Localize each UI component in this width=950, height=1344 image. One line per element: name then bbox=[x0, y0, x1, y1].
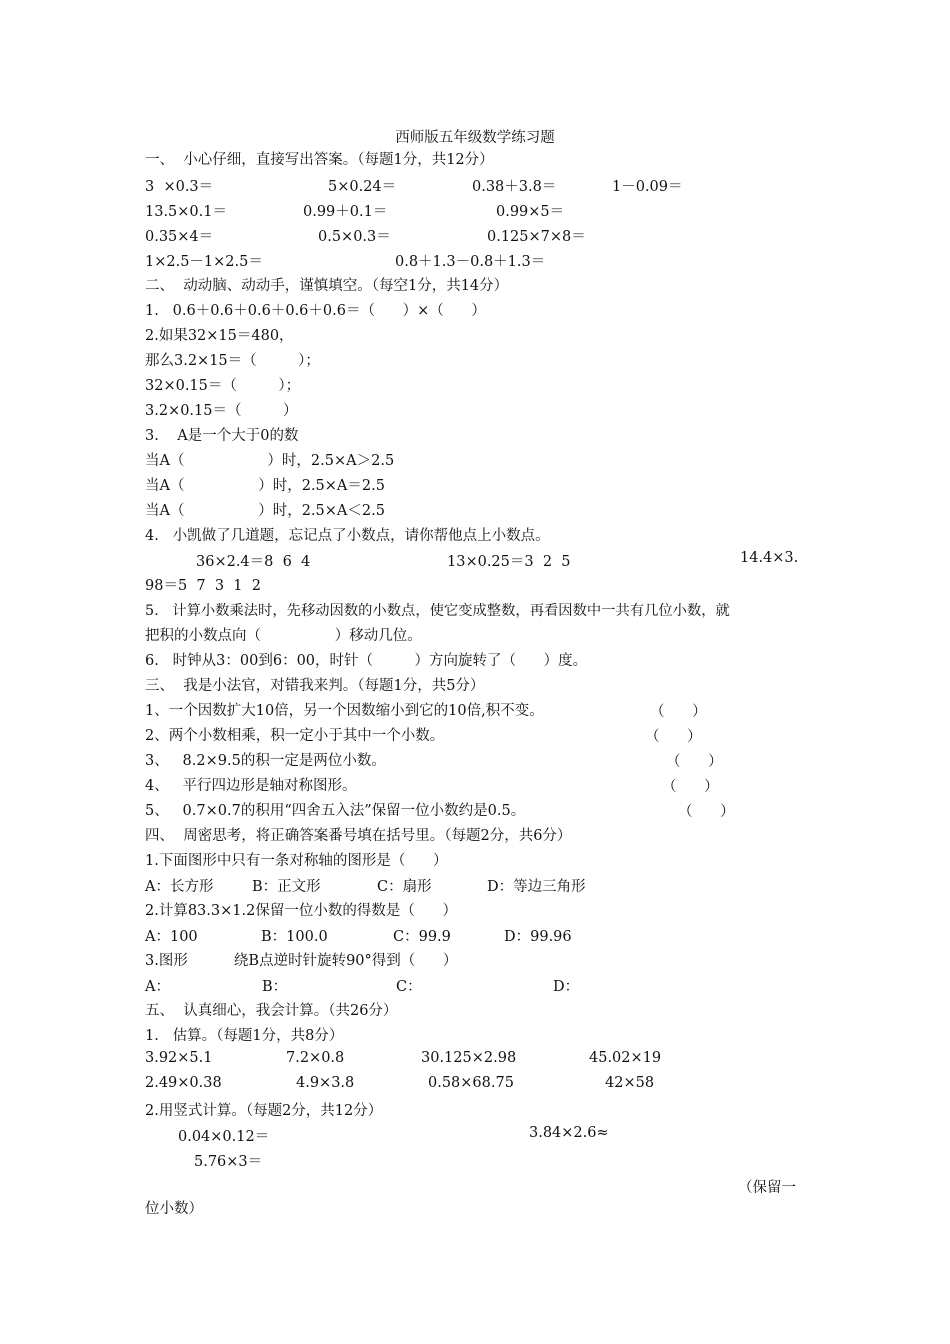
note: 位小数） bbox=[145, 1201, 203, 1217]
answer-bracket: （ ） bbox=[662, 779, 719, 795]
judge-item: 1、一个因数扩大10倍，另一个因数缩小到它的10倍,积不变。 bbox=[145, 703, 544, 719]
judge-item: 4、 平行四边形是轴对称图形。 bbox=[145, 778, 357, 794]
question: 当A（ ）时，2.5×A＝2.5 bbox=[145, 478, 385, 494]
option: A： bbox=[145, 979, 170, 995]
option: B：正文形 bbox=[252, 879, 321, 895]
answer-bracket: （ ） bbox=[678, 804, 735, 820]
option: C： bbox=[396, 979, 422, 995]
option: D：等边三角形 bbox=[487, 879, 586, 895]
page-title: 西师版五年级数学练习题 bbox=[395, 130, 555, 146]
problem: 98＝5 7 3 1 2 bbox=[145, 578, 261, 594]
question: 1. 0.6＋0.6＋0.6＋0.6＋0.6＝（ ）×（ ） bbox=[145, 303, 486, 319]
problem: 13×0.25＝3 2 5 bbox=[447, 554, 571, 570]
judge-item: 3、 8.2×9.5的积一定是两位小数。 bbox=[145, 753, 386, 769]
problem: 45.02×19 bbox=[589, 1050, 662, 1066]
subsection-heading: 2.用竖式计算。（每题2分，共12分） bbox=[145, 1103, 383, 1119]
question: 2.计算83.3×1.2保留一位小数的得数是（ ） bbox=[145, 903, 457, 919]
problem: 5×0.24＝ bbox=[328, 179, 397, 195]
section-5-heading: 五、 认真细心，我会计算。（共26分） bbox=[145, 1003, 398, 1019]
section-2-heading: 二、 动动脑、动动手，谨慎填空。（每空1分，共14分） bbox=[145, 278, 509, 294]
note: （保留一 bbox=[738, 1180, 796, 1196]
judge-item: 2、两个小数相乘，积一定小于其中一个小数。 bbox=[145, 728, 445, 744]
question: 32×0.15＝（ ）； bbox=[145, 378, 301, 394]
problem: 0.58×68.75 bbox=[428, 1075, 514, 1091]
problem: 5.76×3＝ bbox=[194, 1154, 263, 1170]
problem: 2.49×0.38 bbox=[145, 1075, 222, 1091]
problem: 0.5×0.3＝ bbox=[318, 229, 391, 245]
section-4-heading: 四、 周密思考，将正确答案番号填在括号里。（每题2分，共6分） bbox=[145, 828, 572, 844]
option: B：100.0 bbox=[261, 929, 328, 945]
question: 3.图形 绕B点逆时针旋转90°得到（ ） bbox=[145, 953, 458, 969]
question: 4. 小凯做了几道题，忘记点了小数点，请你帮他点上小数点。 bbox=[145, 528, 550, 544]
answer-bracket: （ ） bbox=[666, 754, 723, 770]
option: D：99.96 bbox=[504, 929, 572, 945]
answer-bracket: （ ） bbox=[645, 729, 702, 745]
problem: 0.8＋1.3－0.8＋1.3＝ bbox=[395, 254, 546, 270]
problem: 0.99×5＝ bbox=[496, 204, 565, 220]
option: A：长方形 bbox=[145, 879, 214, 895]
problem: 30.125×2.98 bbox=[421, 1050, 517, 1066]
option: A：100 bbox=[145, 929, 198, 945]
problem: 0.35×4＝ bbox=[145, 229, 214, 245]
problem: 13.5×0.1＝ bbox=[145, 204, 227, 220]
problem: 1－0.09＝ bbox=[612, 179, 683, 195]
problem: 42×58 bbox=[605, 1075, 655, 1091]
option: D： bbox=[553, 979, 580, 995]
problem: 4.9×3.8 bbox=[296, 1075, 355, 1091]
section-3-heading: 三、 我是小法官，对错我来判。（每题1分，共5分） bbox=[145, 678, 485, 694]
question: 把积的小数点向（ ）移动几位。 bbox=[145, 628, 422, 644]
option: C：扇形 bbox=[377, 879, 432, 895]
problem: 0.38＋3.8＝ bbox=[472, 179, 557, 195]
question: 6. 时钟从3：00到6：00，时针（ ）方向旋转了（ ）度。 bbox=[145, 653, 588, 669]
problem: 0.125×7×8＝ bbox=[487, 229, 586, 245]
subsection-heading: 1. 估算。（每题1分，共8分） bbox=[145, 1028, 344, 1044]
answer-bracket: （ ） bbox=[650, 704, 707, 720]
question: 那么3.2×15＝（ ）； bbox=[145, 353, 320, 369]
question: 5. 计算小数乘法时，先移动因数的小数点，使它变成整数，再看因数中一共有几位小数，就 bbox=[145, 603, 730, 619]
question: 2.如果32×15＝480， bbox=[145, 328, 294, 344]
problem: 3.92×5.1 bbox=[145, 1050, 213, 1066]
option: C：99.9 bbox=[393, 929, 451, 945]
option: B： bbox=[262, 979, 288, 995]
problem: 3.84×2.6≈ bbox=[529, 1125, 609, 1141]
problem: 3 ×0.3＝ bbox=[145, 179, 214, 195]
problem: 1×2.5－1×2.5＝ bbox=[145, 254, 263, 270]
question: 3.2×0.15＝（ ） bbox=[145, 403, 298, 419]
problem: 7.2×0.8 bbox=[286, 1050, 345, 1066]
section-1-heading: 一、 小心仔细，直接写出答案。（每题1分，共12分） bbox=[145, 152, 494, 168]
problem: 0.99＋0.1＝ bbox=[303, 204, 388, 220]
problem: 0.04×0.12＝ bbox=[178, 1129, 270, 1145]
question: 1.下面图形中只有一条对称轴的图形是（ ） bbox=[145, 853, 448, 869]
question: 当A（ ）时，2.5×A＞2.5 bbox=[145, 453, 395, 469]
problem: 36×2.4＝8 6 4 bbox=[196, 554, 311, 570]
judge-item: 5、 0.7×0.7的积用“四舍五入法”保留一位小数约是0.5。 bbox=[145, 803, 526, 819]
question: 3. A是一个大于0的数 bbox=[145, 428, 299, 444]
problem: 14.4×3. bbox=[740, 550, 799, 566]
question: 当A（ ）时，2.5×A＜2.5 bbox=[145, 503, 385, 519]
